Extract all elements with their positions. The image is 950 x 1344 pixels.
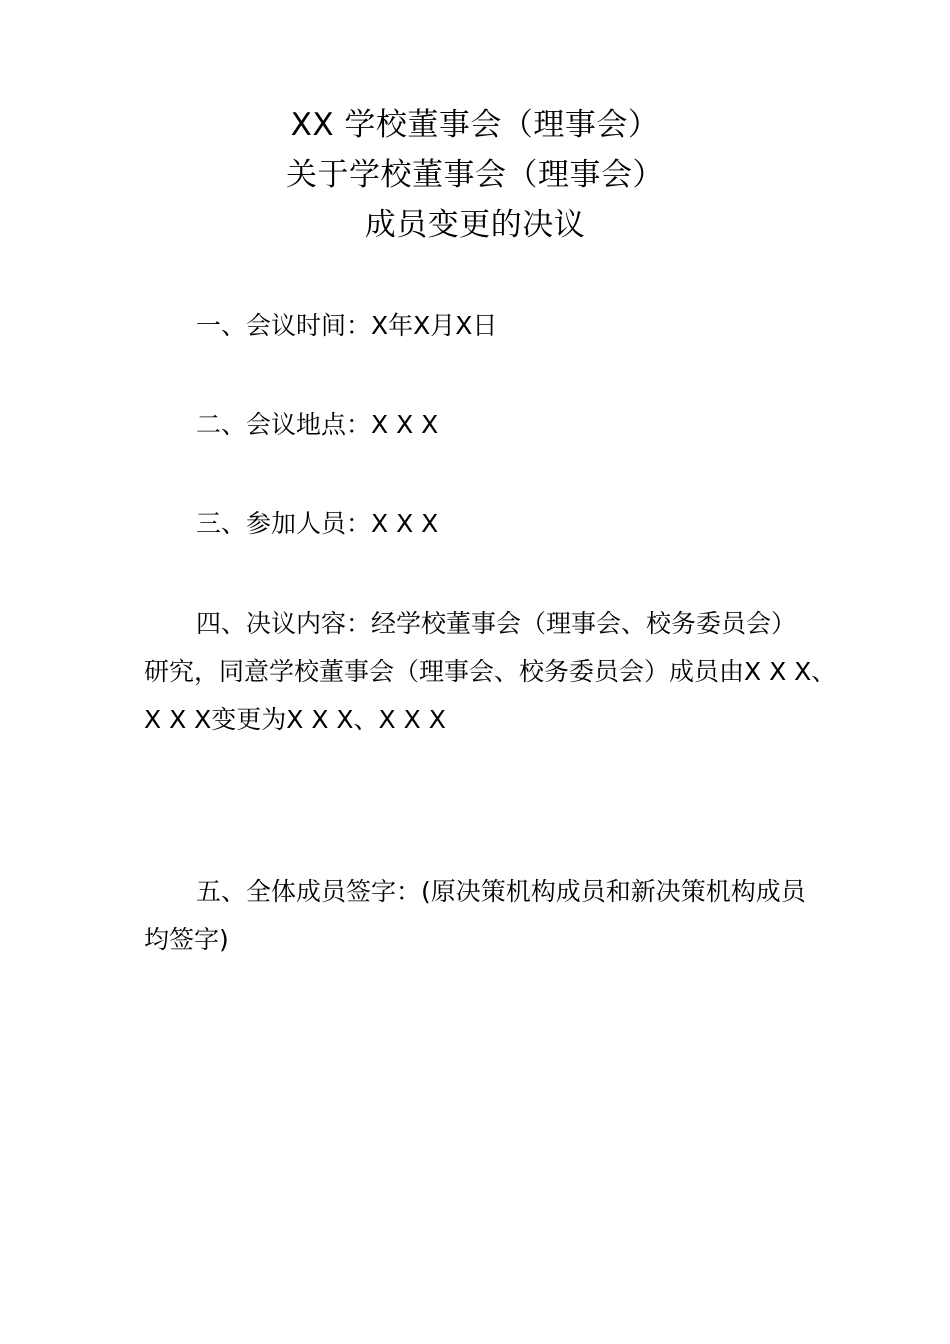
item-attendees-text: 三、参加人员：X X X	[196, 509, 439, 538]
signatures-line-1: 五、全体成员签字：(原决策机构成员和新决策机构成员	[196, 877, 806, 906]
item-meeting-time-text: 一、会议时间：X年X月X日	[196, 311, 498, 340]
item-meeting-location	[144, 401, 814, 449]
resolution-line-1: 四、决议内容：经学校董事会（理事会、校务委员会）	[196, 609, 797, 638]
item-meeting-location-text: 二、会议地点：X X X	[196, 410, 439, 439]
item-resolution-content	[144, 600, 837, 744]
item-attendees	[144, 500, 814, 548]
title-line-3: 成员变更的决议	[364, 207, 586, 243]
resolution-line-3: X X X变更为X X X、X X X	[144, 705, 446, 734]
item-signatures	[144, 868, 814, 964]
document-title	[0, 100, 950, 250]
title-line-2: 关于学校董事会（理事会）	[286, 157, 664, 193]
item-meeting-time	[144, 302, 814, 350]
signatures-line-2: 均签字)	[144, 925, 229, 954]
resolution-line-2: 研究，同意学校董事会（理事会、校务委员会）成员由X X X、	[144, 657, 837, 686]
title-line-1: XX 学校董事会（理事会）	[290, 107, 660, 143]
